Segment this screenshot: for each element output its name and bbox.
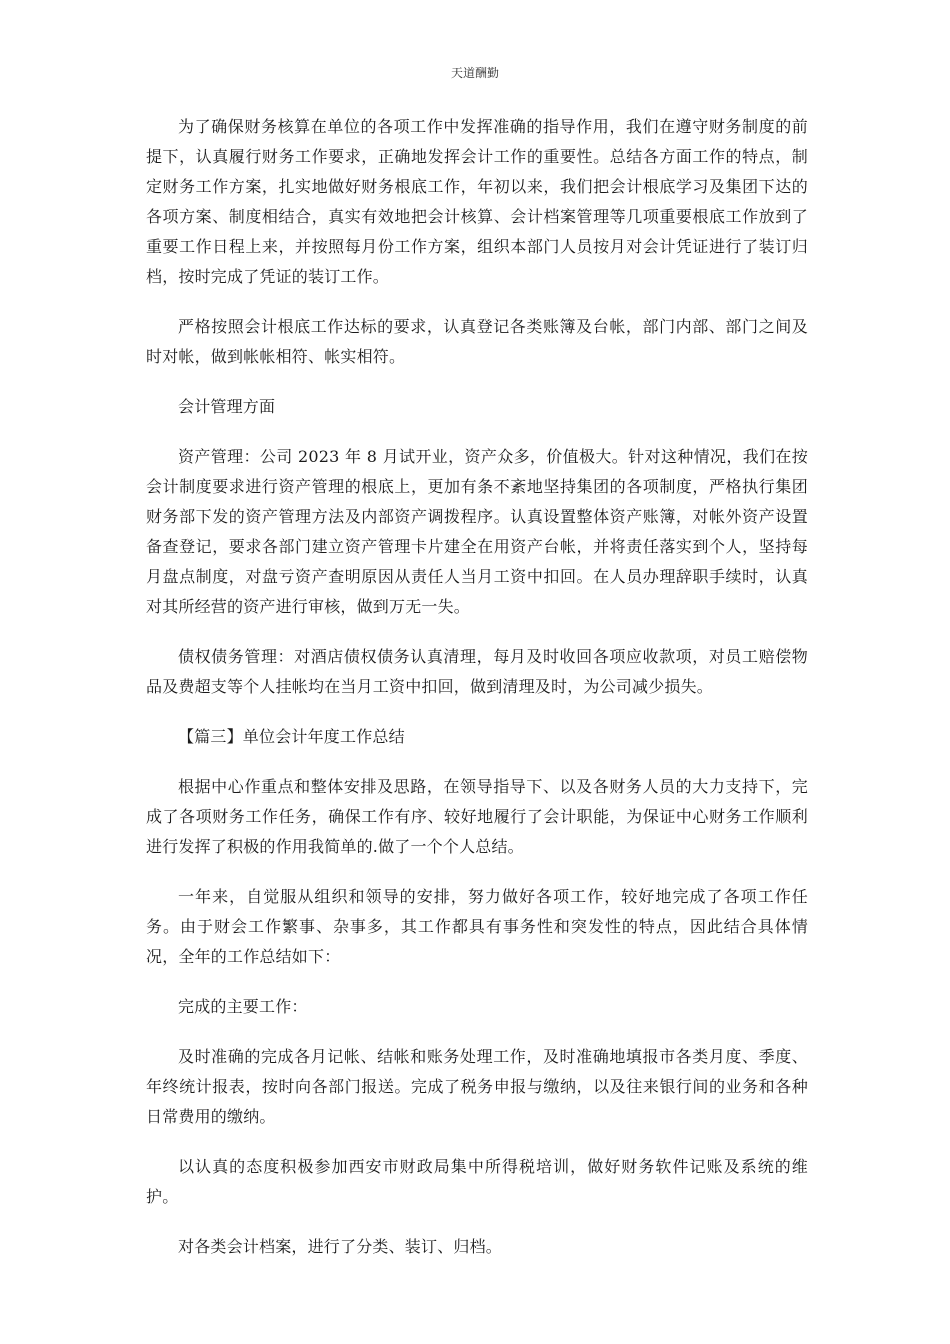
paragraph-tax-training: 以认真的态度积极参加西安市财政局集中所得税培训，做好财务软件记账及系统的维护。: [146, 1157, 808, 1206]
document-body: [146, 112, 808, 1282]
page-header: 天道酬勤: [450, 66, 499, 80]
section-heading-main-work: 完成的主要工作：: [178, 997, 308, 1016]
paragraph-bookkeeping: 为了确保财务核算在单位的各项工作中发挥准确的指导作用，我们在遵守财务制度的前提下，认真履行财务工作要求，正确地发挥会计工作的重要性。总结各方面工作的特点，制定财务工作方案，扎实地做好财务根底工作，年初以来，我们把会计根底学习及集团下达的各项方案、制度相结合，真实有效地把会计核算、会计档案管理等几项重要根底工作放到了重要工作日程上来，并按照每月份工作方案，组织本部门人员按月对会计凭证进行了装订归档，按时完成了凭证的装订工作。: [146, 117, 808, 286]
section-heading-part-three: 【篇三】单位会计年度工作总结: [178, 727, 405, 746]
paragraph-debt-management: 债权债务管理：对酒店债权债务认真清理，每月及时收回各项应收款项，对员工赔偿物品及费超支等个人挂帐均在当月工资中扣回，做到清理及时，为公司减少损失。: [146, 647, 808, 696]
paragraph-asset-management: 资产管理：公司 2023 年 8 月试开业，资产众多，价值极大。针对这种情况，我们在按会计制度要求进行资产管理的根底上，更加有条不紊地坚持集团的各项制度，严格执行集团财务部下发的资产管理方法及内部资产调拨程序。认真设置整体资产账簿，对帐外资产设置备查登记，要求各部门建立资产管理卡片建全在用资产台帐，并将责任落实到个人，坚持每月盘点制度，对盘亏资产查明原因从责任人当月工资中扣回。在人员办理辞职手续时，认真对其所经营的资产进行审核，做到万无一失。: [146, 447, 808, 616]
paragraph-archives: 对各类会计档案，进行了分类、装订、归档。: [178, 1237, 503, 1256]
section-heading-accounting-management: 会计管理方面: [178, 397, 276, 416]
paragraph-monthly-accounts: 及时准确的完成各月记帐、结帐和账务处理工作，及时准确地填报市各类月度、季度、年终统计报表，按时向各部门报送。完成了税务申报与缴纳，以及往来银行间的业务和各种日常费用的缴纳。: [146, 1047, 808, 1126]
paragraph-intro-summary: 根据中心作重点和整体安排及思路，在领导指导下、以及各财务人员的大力支持下，完成了各项财务工作任务，确保工作有序、较好地履行了会计职能，为保证中心财务工作顺利进行发挥了积极的作用我简单的.做了一个个人总结。: [146, 777, 808, 856]
paragraph-account-reconciliation: 严格按照会计根底工作达标的要求，认真登记各类账簿及台帐，部门内部、部门之间及时对帐，做到帐帐相符、帐实相符。: [146, 317, 808, 366]
paragraph-year-overview: 一年来，自觉服从组织和领导的安排，努力做好各项工作，较好地完成了各项工作任务。由于财会工作繁事、杂事多，其工作都具有事务性和突发性的特点，因此结合具体情况，全年的工作总结如下：: [146, 887, 808, 966]
